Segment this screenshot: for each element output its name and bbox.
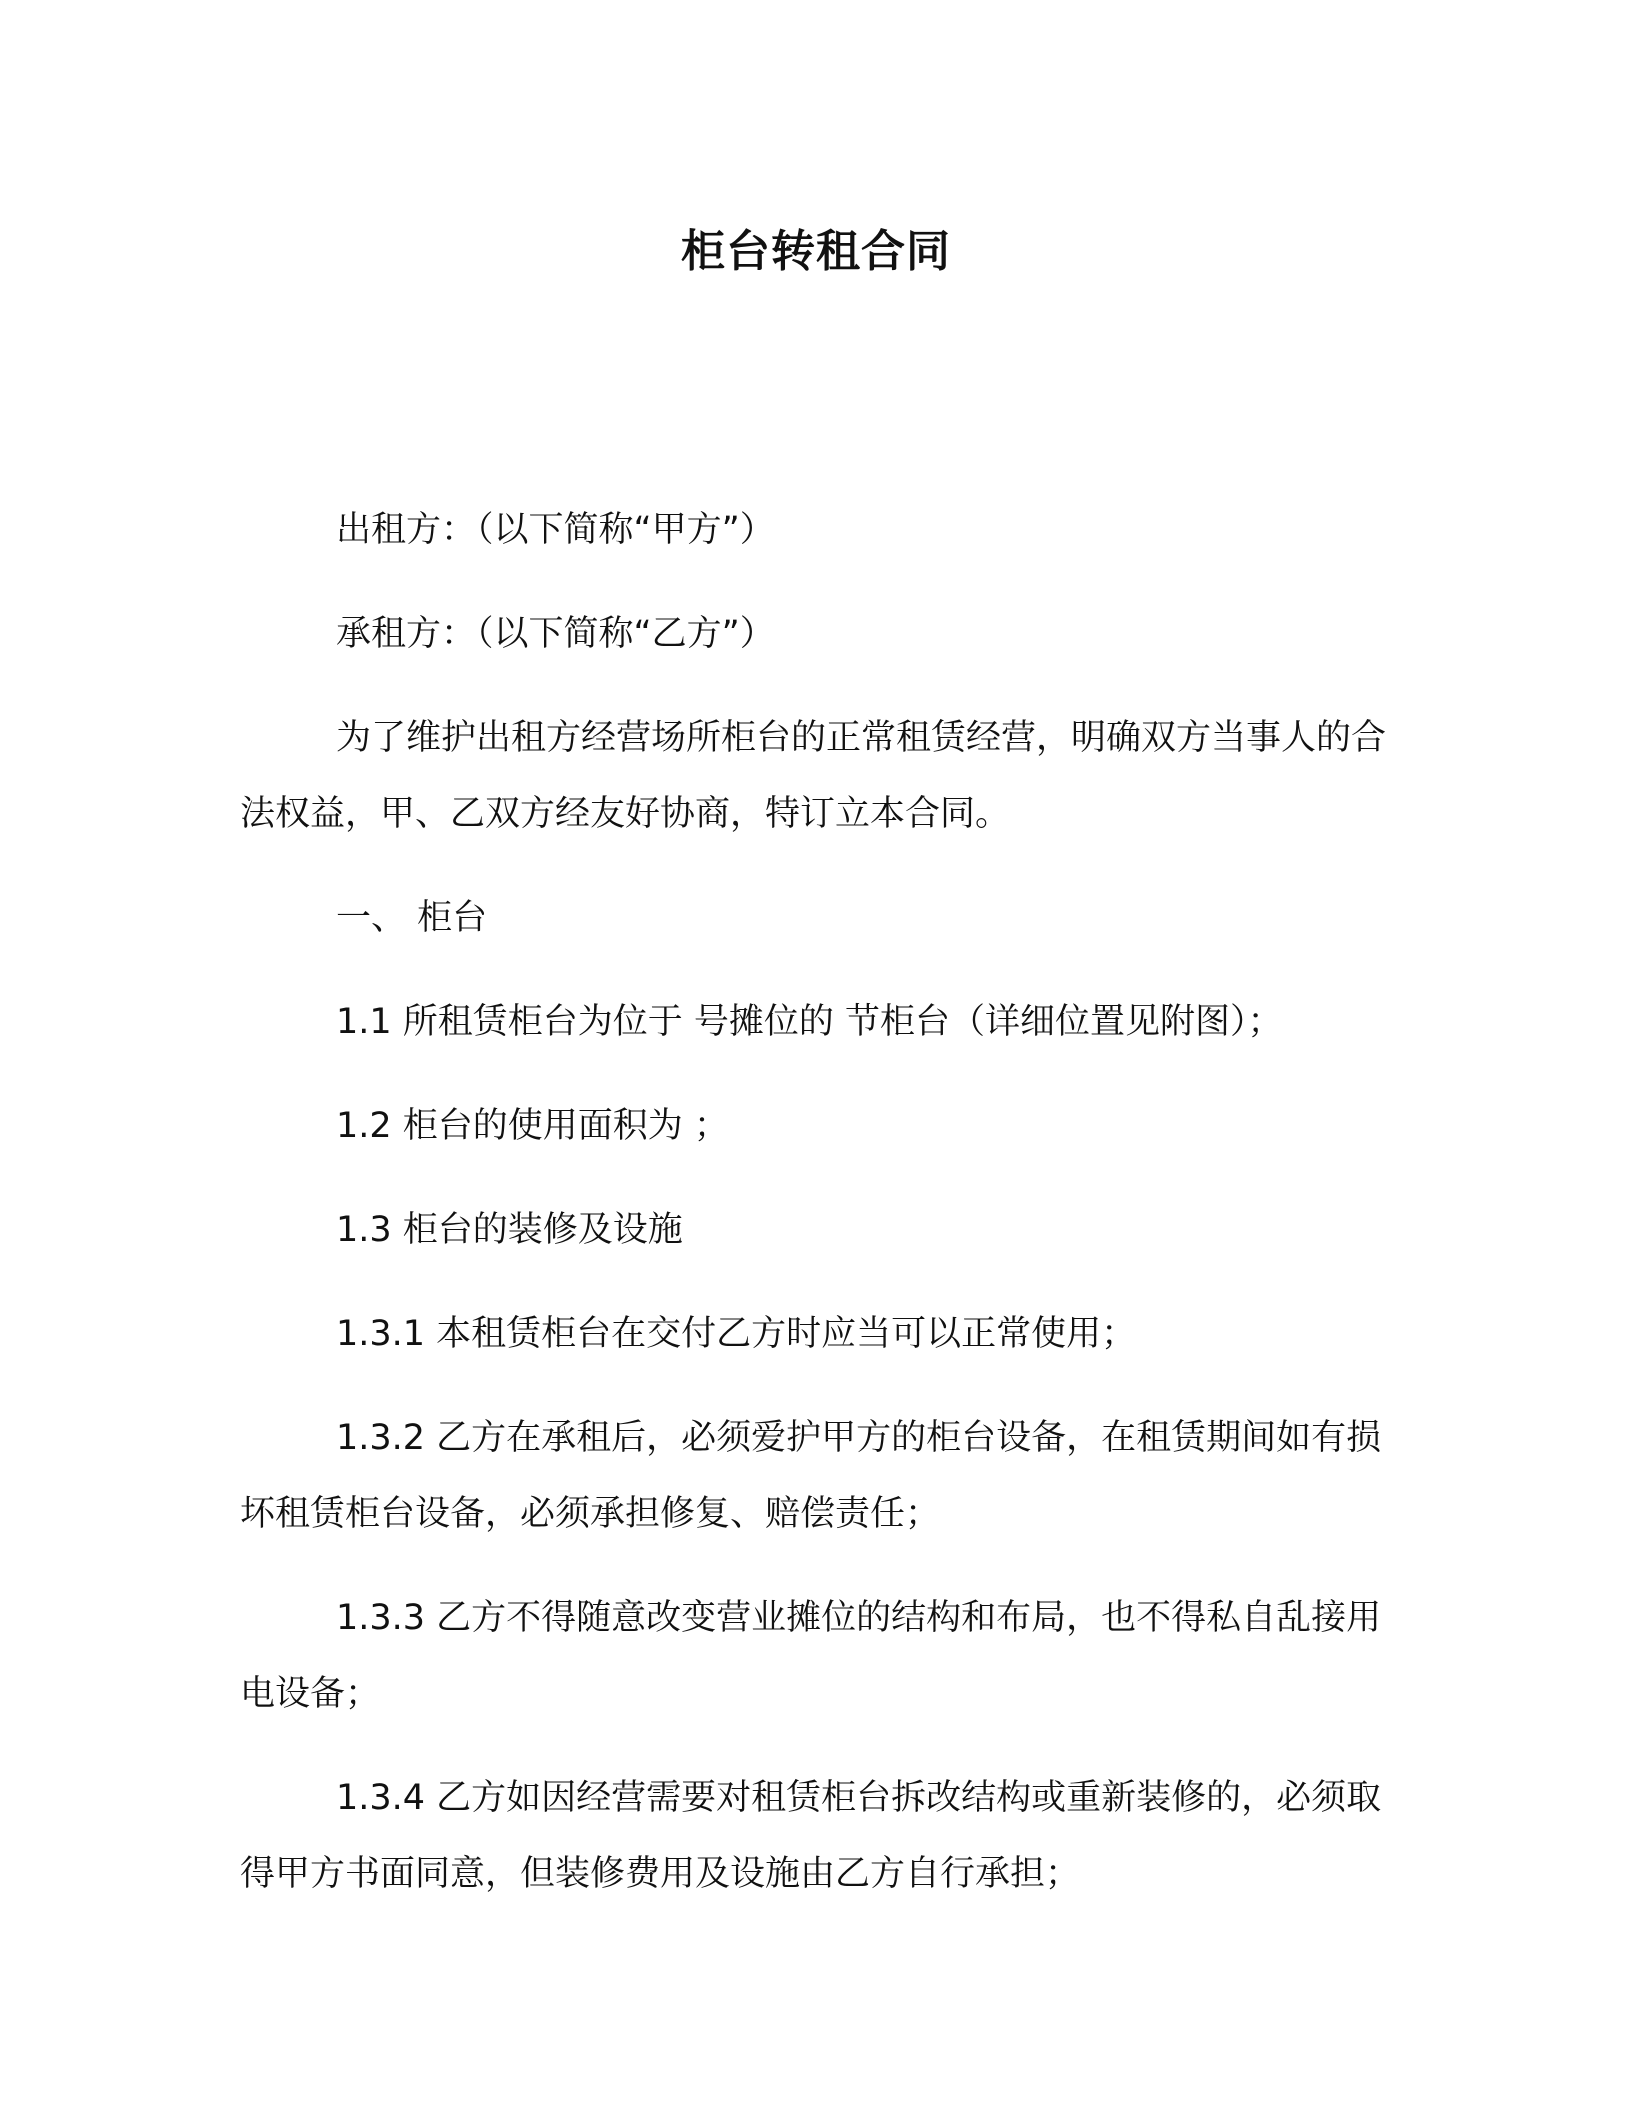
clause-1-2: 1.2 柜台的使用面积为 ； <box>336 1106 729 1146</box>
clause-1-3-2: 1.3.2 乙方在承租后，必须爱护甲方的柜台设备，在租赁期间如有损坏租赁柜台设备，必须承担修复、赔偿责任； <box>240 1418 1382 1534</box>
clause-1-3-3: 1.3.3 乙方不得随意改变营业摊位的结构和布局，也不得私自乱接用电设备； <box>240 1598 1382 1714</box>
preamble-paragraph: 为了维护出租方经营场所柜台的正常租赁经营，明确双方当事人的合法权益，甲、乙双方经友好协商，特订立本合同。 <box>240 718 1387 834</box>
party-b-line: 承租方：（以下简称“乙方”） <box>336 614 775 654</box>
clause-1-3-1: 1.3.1 本租赁柜台在交付乙方时应当可以正常使用； <box>336 1314 1137 1354</box>
clause-1-3: 1.3 柜台的装修及设施 <box>336 1210 683 1250</box>
clause-1-3-4: 1.3.4 乙方如因经营需要对租赁柜台拆改结构或重新装修的，必须取得甲方书面同意，但装修费用及设施由乙方自行承担； <box>240 1778 1382 1894</box>
section-heading-counter: 一、 柜台 <box>336 898 488 938</box>
clause-1-1: 1.1 所租赁柜台为位于 号摊位的 节柜台（详细位置见附图）； <box>336 1002 1283 1042</box>
party-a-line: 出租方：（以下简称“甲方”） <box>336 510 775 550</box>
document-title: 柜台转租合同 <box>681 226 951 277</box>
document-body <box>240 492 1392 1940</box>
